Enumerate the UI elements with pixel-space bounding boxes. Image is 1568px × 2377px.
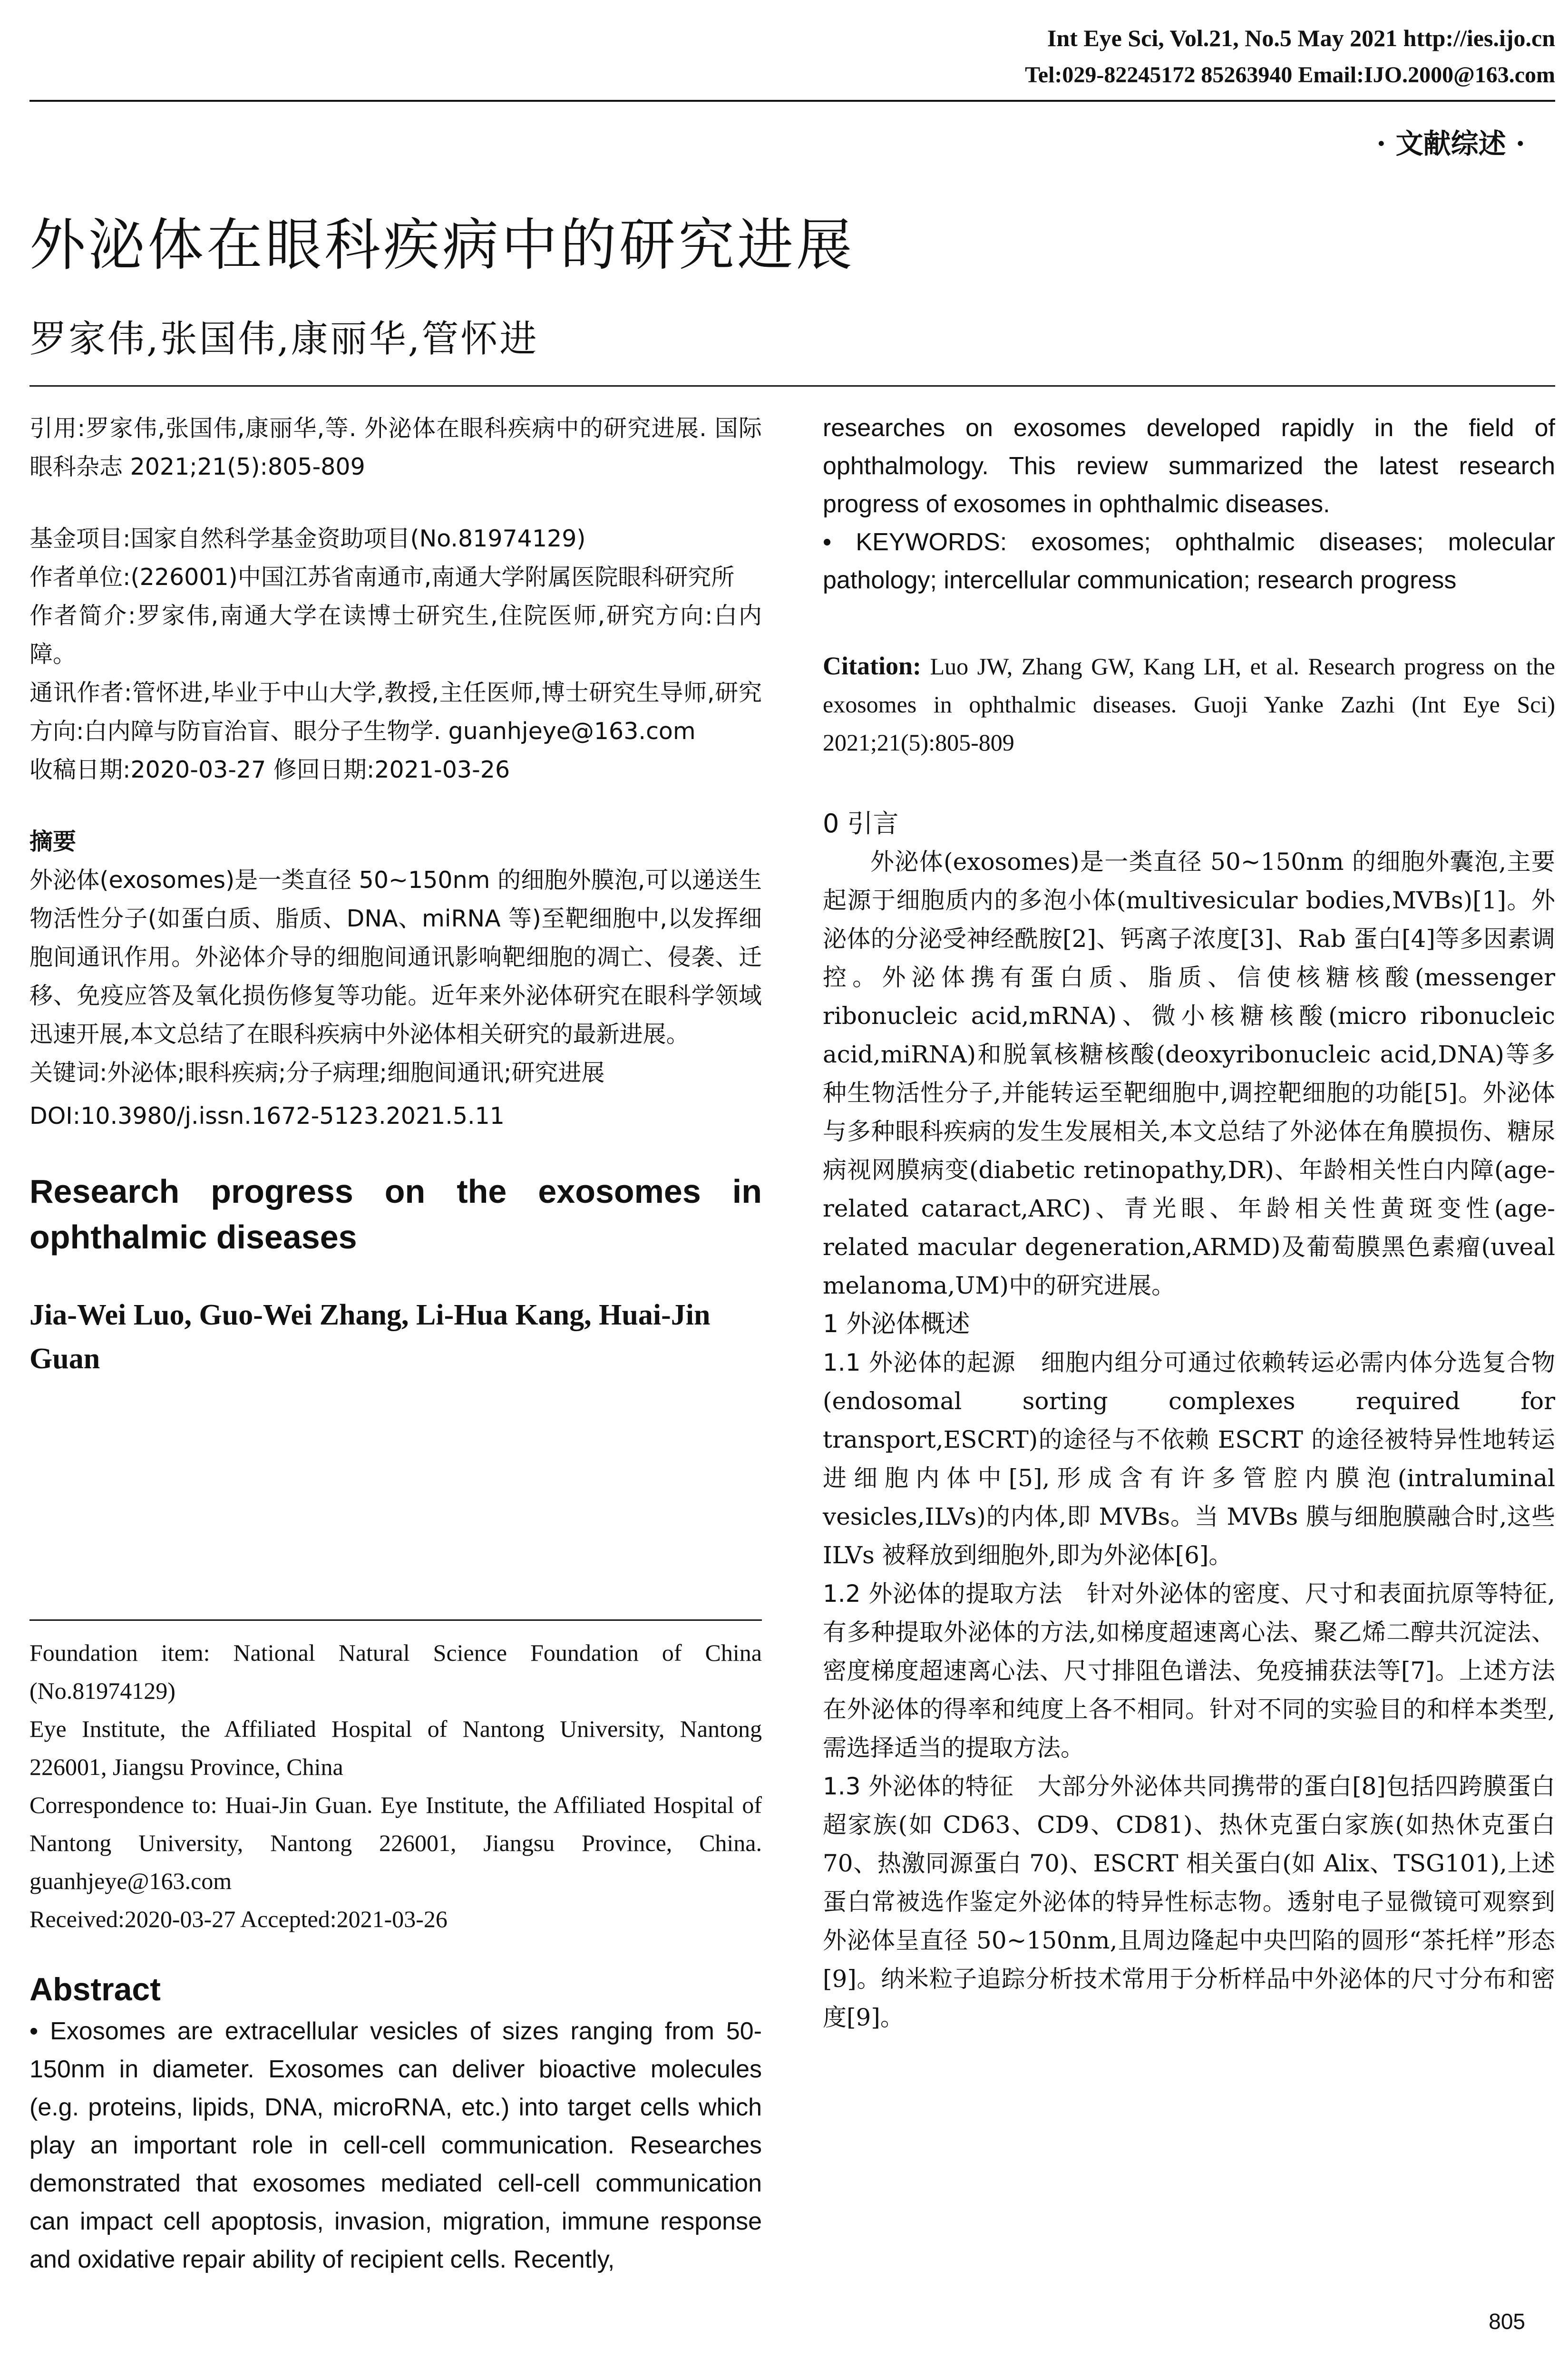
section-1-1 — [823, 1344, 1555, 1575]
section-1-3 — [823, 1767, 1555, 2037]
abstract-en-heading: Abstract — [29, 1971, 161, 2007]
article-title: 外泌体在眼科疾病中的研究进展 — [29, 212, 856, 278]
doi: DOI:10.3980/j.issn.1672-5123.2021.5.11 — [29, 1102, 505, 1130]
left-column — [29, 409, 762, 1381]
section-1-2-text: 针对外泌体的密度、尺寸和表面抗原等特征,有多种提取外泌体的方法,如梯度超速离心法、聚乙烯二醇共沉淀法、密度梯度超速离心法、尺寸排阻色谱法、免疫捕获法等[7]。上述方法在外泌体的得率和纯度上各不相同。针对不同的实验目的和样本类型,需选择适当的提取方法。 — [823, 1580, 1555, 1762]
citation-en-block — [823, 647, 1555, 761]
section-1-3-text: 大部分外泌体共同携带的蛋白[8]包括四跨膜蛋白超家族(如 CD63、CD9、CD81)、热休克蛋白家族(如热休克蛋白 70、热激同源蛋白 70)、ESCRT 相关蛋白(如 Alix、TSG101),上述蛋白常被选作鉴定外泌体的特异性标志物。透射电子显微镜可观察到外泌体呈直径 50~150nm,且周边隆起中央凹陷的圆形“茶托样”形态[9]。纳米粒子追踪分析技术常用于分析样品中外泌体的尺寸分布和密度[9]。 — [823, 1773, 1555, 2031]
fund-info: 基金项目:国家自然科学基金资助项目(No.81974129) — [29, 525, 586, 552]
abstract-heading: 摘要 — [29, 828, 77, 855]
correspondence: Correspondence to: Huai-Jin Guan. Eye Institute, the Affiliated Hospital of Nantong University, Nantong 226001, Jiangsu Province, China. guanhjeye@163.com — [29, 1792, 762, 1894]
citation-cn: 引用:罗家伟,张国伟,康丽华,等. 外泌体在眼科疾病中的研究进展. 国际眼科杂志 2021;21(5):805-809 — [29, 415, 762, 480]
title-rule — [29, 385, 1555, 387]
section-1-heading: 1 外泌体概述 — [823, 1310, 970, 1338]
author-bio: 作者简介:罗家伟,南通大学在读博士研究生,住院医师,研究方向:白内障。 — [29, 602, 762, 668]
right-column — [823, 409, 1555, 2037]
english-title: Research progress on the exosomes in ophthalmic diseases — [29, 1173, 762, 1256]
received-accepted: Received:2020-03-27 Accepted:2021-03-26 — [29, 1906, 448, 1932]
abstract-cn: 外泌体(exosomes)是一类直径 50~150nm 的细胞外膜泡,可以递送生物活性分子(如蛋白质、脂质、DNA、miRNA 等)至靶细胞中,以发挥细胞间通讯作用。外泌体介导的细胞间通讯影响靶细胞的凋亡、侵袭、迁移、免疫应答及氧化损伤修复等功能。近年来外泌体研究在眼科学领域迅速开展,本文总结了在眼科疾病中外泌体相关研究的最新进展。 — [29, 867, 762, 1048]
corresponding-author: 通讯作者:管怀进,毕业于中山大学,教授,主任医师,博士研究生导师,研究方向:白内障与防盲治盲、眼分子生物学. guanhjeye@163.com — [29, 679, 762, 745]
english-authors: Jia-Wei Luo, Guo-Wei Zhang, Li-Hua Kang, Huai-Jin Guan — [29, 1299, 711, 1375]
section-1-2 — [823, 1575, 1555, 1767]
article-authors: 罗家伟,张国伟,康丽华,管怀进 — [29, 318, 539, 360]
intro-text: 外泌体(exosomes)是一类直径 50~150nm 的细胞外囊泡,主要起源于细胞质内的多泡小体(multivesicular bodies,MVBs)[1]。外泌体的分泌受神经酰胺[2]、钙离子浓度[3]、Rab 蛋白[4]等多因素调控。外泌体携有蛋白质、脂质、信使核糖核酸(messenger ribonucleic acid,mRNA)、微小核糖核酸(micro ribonucleic acid,miRNA)和脱氧核糖核酸(deoxyribonucleic acid,DNA)等多种生物活性分子,并能转运至靶细胞中,调控靶细胞的功能[5]。外泌体与多种眼科疾病的发生发展相关,本文总结了外泌体在角膜损伤、糖尿病视网膜病变(diabetic retinopathy,DR)、年龄相关性白内障(age-related cataract,ARC)、青光眼、年龄相关性黄斑变性(age-related macular degeneration,ARMD)及葡萄膜黑色素瘤(uveal melanoma,UM)中的研究进展。 — [823, 848, 1555, 1299]
keywords-en: • KEYWORDS: exosomes; ophthalmic diseases; molecular pathology; intercellular communication; research progress — [823, 528, 1555, 594]
section-tag: · 文献综述 · — [1376, 127, 1525, 160]
foundation-item: Foundation item: National Natural Science Foundation of China (No.81974129) — [29, 1639, 762, 1704]
page-number: 805 — [1489, 2309, 1525, 2334]
journal-header-line2: Tel:029-82245172 85263940 Email:IJO.2000@163.com — [1025, 62, 1555, 88]
abstract-en-continued: researches on exosomes developed rapidly in the field of ophthalmology. This review summarized the latest research progress of exosomes in ophthalmic diseases. — [823, 414, 1555, 518]
journal-header-line1: Int Eye Sci, Vol.21, No.5 May 2021 http://ies.ijo.cn — [1047, 25, 1555, 51]
author-unit: 作者单位:(226001)中国江苏省南通市,南通大学附属医院眼科研究所 — [29, 564, 735, 591]
author-block-rule — [29, 1619, 762, 1621]
institute: Eye Institute, the Affiliated Hospital of Nantong University, Nantong 226001, Jiangsu Province, China — [29, 1715, 762, 1780]
header-rule — [29, 100, 1555, 102]
received-dates: 收稿日期:2020-03-27 修回日期:2021-03-26 — [29, 756, 510, 783]
citation-en: Luo JW, Zhang GW, Kang LH, et al. Research progress on the exosomes in ophthalmic diseases. Guoji Yanke Zazhi (Int Eye Sci) 2021;21(5):805-809 — [823, 653, 1555, 756]
section-1-3-heading: 1.3 外泌体的特征 — [823, 1773, 1014, 1800]
intro-heading: 0 引言 — [823, 809, 899, 838]
abstract-en: • Exosomes are extracellular vesicles of sizes ranging from 50-150nm in diameter. Exosomes can deliver bioactive molecules (e.g. proteins, lipids, DNA, microRNA, etc.) into target cells which play an important role in cell-cell communication. Researches demonstrated that exosomes mediated cell-cell communication can impact cell apoptosis, invasion, migration, immune response and oxidative repair ability of recipient cells. Recently, — [29, 2017, 762, 2273]
citation-en-label: Citation: — [823, 652, 921, 680]
left-column-lower — [29, 1634, 762, 2279]
section-1-1-text: 细胞内组分可通过依赖转运必需内体分选复合物(endosomal sorting complexes required for transport,ESCRT)的途径与不依赖 ESCRT 的途径被特异性地转运进细胞内体中[5],形成含有许多管腔内膜泡(intraluminal vesicles,ILVs)的内体,即 MVBs。当 MVBs 膜与细胞膜融合时,这些 ILVs 被释放到细胞外,即为外泌体[6]。 — [823, 1349, 1555, 1569]
section-1-2-heading: 1.2 外泌体的提取方法 — [823, 1580, 1063, 1607]
keywords-cn: 关键词:外泌体;眼科疾病;分子病理;细胞间通讯;研究进展 — [29, 1059, 605, 1086]
section-1-1-heading: 1.1 外泌体的起源 — [823, 1349, 1016, 1376]
